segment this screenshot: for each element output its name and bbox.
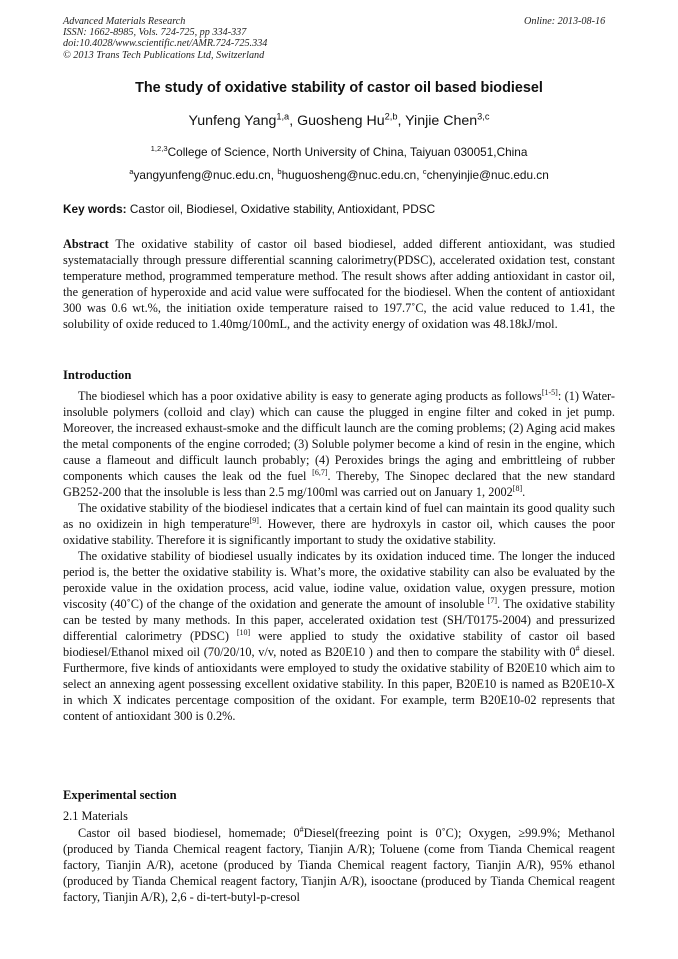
- text: .: [522, 485, 526, 499]
- affiliation-sup: 1,2,3: [150, 144, 168, 154]
- email-list: [0, 168, 678, 182]
- copyright-line: © 2013 Trans Tech Publications Ltd, Switzerland: [63, 49, 265, 61]
- paragraph: [63, 825, 615, 905]
- text: . The oxidative stability can be tested by many methods. In this paper, accelerated oxidation test (SH/T0175-2004) and pressurized differential calorimetry (PDSC): [63, 597, 615, 643]
- citation: [9]: [249, 515, 259, 525]
- text: diesel. Furthermore, five kinds of antioxidants were employed to study the oxidative stability of B20E10 which aim to select an annexing agent possessing excellent oxidative stability. In this paper, B20E10 is named as B20E10-X in which X indicates percentage composition of the oxidant. For example, term B20E10-02 represents that content of antioxidant 300 is 0.2%.: [63, 645, 615, 723]
- keywords: [63, 202, 615, 216]
- author-sup: 1,a: [276, 111, 290, 122]
- abstract-text: The oxidative stability of castor oil based biodiesel, added different antioxidant, was studied systematacially through pressure differential scanning calorimetry(PDSC), accelerated oxidation test, constant temperature method, programmed temperature method. The result shows after adding antioxidant in castor oil, the generation of hyperoxide and acid value were suffocated for the biodiesel. When the content of antioxidant 300 was 0.6 wt.%, the initiation oxide temperature raised to 197.7˚C, the acid value reduced to 1.41, the solubility of oxide reduced to 1.40mg/100mL, and the activity energy of oxidation was 48.18kJ/mol.: [63, 237, 615, 331]
- paragraph: [63, 548, 615, 724]
- paragraph: [63, 500, 615, 548]
- text: The oxidative stability of the biodiesel indicates that a certain kind of fuel can maintain its good quality such as no oxidizein in high temperature: [63, 501, 615, 531]
- introduction-body: [63, 388, 615, 724]
- author-list: [0, 113, 678, 129]
- text: Diesel(freezing point is 0˚C); Oxygen, ≥99.9%; Methanol (produced by Tianda Chemical reagent factory, Tianjin A/R); Toluene (come from Tianda Chemical reagent factory, Tianjin A/R), acetone (produced by Tianda Chemical reagent factory, Tianjin A/R), 95% ethanol (produced by Tianda Chemical reagent factory, Tianjin A/R), isooctane (produced by Tianda Chemical reagent factory, Tianjin A/R), 2,6 - di-tert-butyl-p-cresol: [63, 826, 615, 904]
- online-date: Online: 2013-08-16: [524, 16, 606, 27]
- text: : (1) Water-insoluble polymers (colloid and clay) which can cause the plugged in engine filter and coked in jet pump. Moreover, the increased exhaust-smoke and the difficult launch are the coming problems; (2) Aging acid makes the metal components of the engine corroded; (3) Soluble polymer become a kind of resin in the engine, which cause a flameout and difficult launch probably; (4) Peroxides brings the aging and embrittleing of rubber components which causes the leak od the fuel: [63, 389, 615, 483]
- subsection-heading-materials: 2.1 Materials: [63, 809, 128, 823]
- author-sup: 3,c: [477, 111, 490, 122]
- affiliation: [0, 145, 678, 159]
- text: . However, there are hydroxyls in castor oil, which causes the poor oxidative stability. Therefore it is significantly important to study the oxidative stability.: [63, 517, 615, 547]
- email-sep: ,: [270, 168, 278, 182]
- email-address[interactable]: yangyunfeng@nuc.edu.cn: [133, 168, 271, 182]
- email-sep: ,: [416, 168, 423, 182]
- text: . Thereby, The Sinopec declared that the new standard GB252-200 that the insoluble is less than 2.5 mg/100ml was carried out on January 1, 2002: [63, 469, 615, 499]
- author-sup: 2,b: [384, 111, 398, 122]
- author-sep: ,: [397, 113, 406, 129]
- issn-line: ISSN: 1662-8985, Vols. 724-725, pp 334-337: [63, 27, 247, 39]
- abstract-label: Abstract: [63, 237, 109, 251]
- email-sup: a: [129, 167, 134, 177]
- journal-header: [63, 16, 267, 61]
- author-name: Yunfeng Yang: [188, 113, 277, 129]
- email-sup: b: [277, 167, 282, 177]
- keywords-label: Key words:: [63, 202, 127, 216]
- citation: [10]: [236, 627, 251, 637]
- author-name: Yinjie Chen: [405, 113, 478, 129]
- text: The oxidative stability of biodiesel usually indicates by its oxidation induced time. The longer the induced period is, the better the oxidative stability is. What’s more, the oxidative stability can also be evaluated by the peroxide value in the oxidation process, acid value, iodine value, oxidation value, oxygen pressure, motion viscosity (40˚C) of the change of the oxidation and generate the amount of insoluble: [63, 549, 615, 611]
- materials-body: [63, 825, 615, 905]
- email-sup: c: [422, 167, 427, 177]
- superscript-mark: #: [299, 824, 304, 834]
- text: were applied to study the oxidative stability of castor oil based biodiesel/Ethanol mixed oil (70/20/10, v/v, noted as B20E10 ) and then to compare the stability with 0: [63, 629, 615, 659]
- text: The biodiesel which has a poor oxidative ability is easy to generate aging products as follows: [78, 389, 542, 403]
- paragraph: [63, 388, 615, 500]
- citation: [1-5]: [541, 387, 558, 397]
- abstract: [63, 236, 615, 332]
- section-heading-introduction: Introduction: [63, 368, 132, 382]
- author-sep: ,: [289, 113, 298, 129]
- email-address[interactable]: chenyinjie@nuc.edu.cn: [426, 168, 549, 182]
- journal-name: Advanced Materials Research: [63, 16, 186, 27]
- citation: [6,7]: [312, 467, 328, 477]
- text: Castor oil based biodiesel, homemade; 0: [78, 826, 300, 840]
- author-name: Guosheng Hu: [297, 113, 385, 129]
- section-heading-experimental: Experimental section: [63, 788, 177, 802]
- citation: [8]: [512, 483, 523, 493]
- affiliation-text: College of Science, North University of China, Taiyuan 030051,China: [167, 145, 528, 159]
- keywords-text: Castor oil, Biodiesel, Oxidative stability, Antioxidant, PDSC: [126, 202, 436, 216]
- email-address[interactable]: huguosheng@nuc.edu.cn: [281, 168, 417, 182]
- doi-line[interactable]: doi:10.4028/www.scientific.net/AMR.724-725.334: [63, 38, 268, 50]
- paper-title: The study of oxidative stability of castor oil based biodiesel: [135, 80, 543, 96]
- citation: [7]: [487, 595, 497, 605]
- superscript-mark: #: [575, 643, 580, 653]
